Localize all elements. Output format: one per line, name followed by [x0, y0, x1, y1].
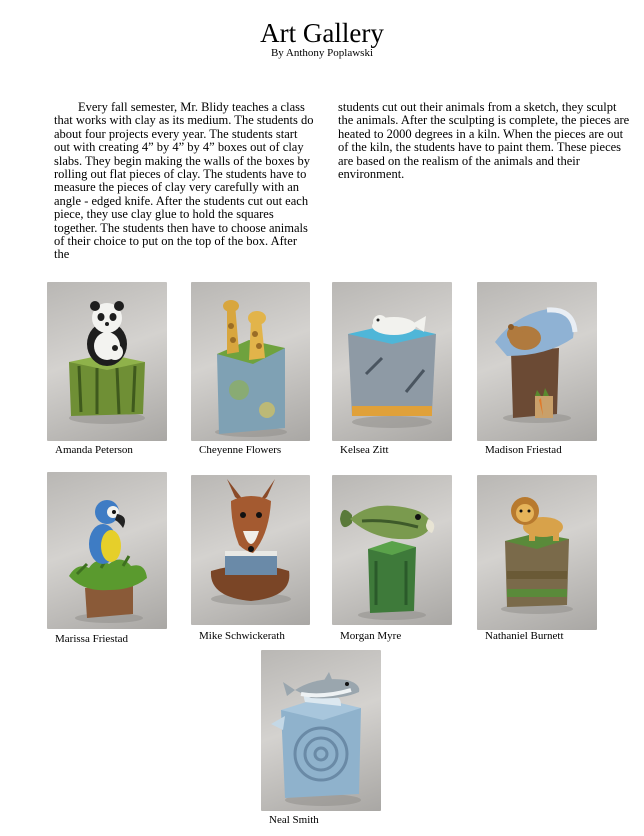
caption: Madison Friestad [485, 444, 562, 456]
caption: Neal Smith [269, 814, 319, 826]
caption: Kelsea Zitt [340, 444, 389, 456]
sculpture-photo-lion [477, 475, 597, 630]
caption: Cheyenne Flowers [199, 444, 282, 456]
page-title: Art Gallery [260, 18, 384, 48]
caption: Marissa Friestad [55, 633, 129, 645]
sculpture-photo-bear [477, 282, 597, 441]
sculpture-photo-bass [332, 475, 452, 625]
sculpture-photo-giraffes [191, 282, 310, 441]
caption: Mike Schwickerath [199, 630, 285, 642]
article-column-1 [54, 101, 314, 262]
article-paragraph-1: Every fall semester, Mr. Blidy teaches a class that works with clay as its medium. The students do about four projects every year. The students start out with creating 4” by 4” by 4” boxes out of clay slabs. They begin making the walls of the boxes by rolling out flat pieces of clay. The students have to measure the pieces of clay very carefully with an angle - edged knife. After the students cut out each piece, they use clay glue to hold the squares together. The students then have to choose animals of their choice to put on the top of the box. After the [54, 100, 314, 262]
byline: By Anthony Poplawski [270, 47, 374, 59]
sculpture-photo-beluga [332, 282, 452, 441]
sculpture-photo-shark [261, 650, 381, 811]
sculpture-photo-fox [191, 475, 310, 625]
article-column-2 [338, 101, 633, 181]
caption: Morgan Myre [340, 630, 402, 642]
caption: Nathaniel Burnett [485, 630, 564, 642]
sculpture-photo-parrot [47, 472, 167, 629]
article-paragraph-2: students cut out their animals from a sketch, they sculpt the animals. After the sculpting is complete, the pieces are heated to 2000 degrees in a kiln. When the pieces are out of the kiln, the students have to paint them. These pieces are based on the realism of the animals and their environment. [338, 100, 630, 182]
caption: Amanda Peterson [55, 444, 133, 456]
sculpture-photo-panda [47, 282, 167, 441]
